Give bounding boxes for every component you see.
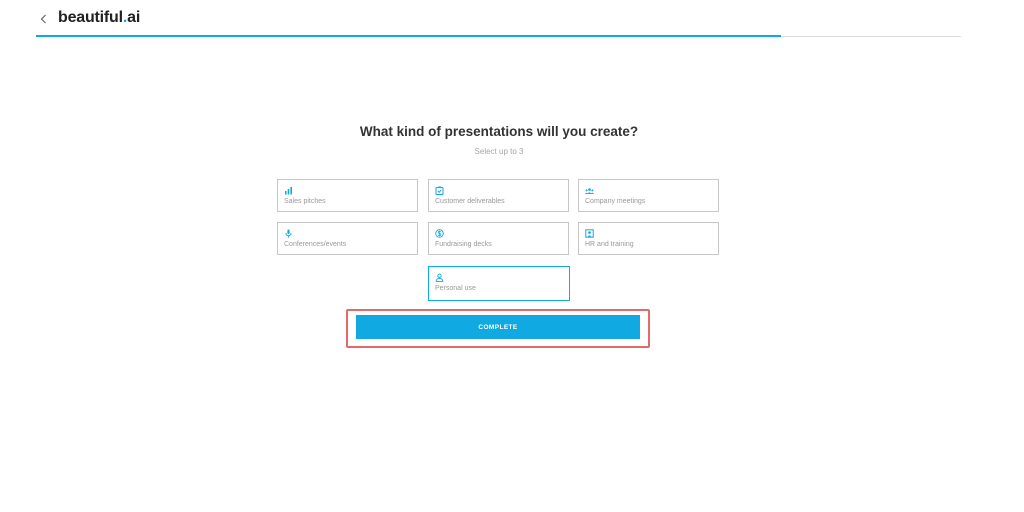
option-sales-pitches[interactable]	[277, 179, 418, 212]
group-icon	[585, 186, 594, 195]
option-personal-use[interactable]	[428, 266, 570, 301]
option-company-meetings[interactable]	[578, 179, 719, 212]
option-hr-and-training[interactable]	[578, 222, 719, 255]
progress-bar-fill	[36, 35, 781, 37]
option-label: Personal use	[435, 285, 476, 292]
option-customer-deliverables[interactable]	[428, 179, 569, 212]
clipboard-check-icon	[435, 186, 444, 195]
option-label: Conferences/events	[284, 241, 347, 248]
question-title: What kind of presentations will you create?	[359, 124, 639, 139]
chevron-left-icon	[40, 14, 47, 24]
option-label: Customer deliverables	[435, 198, 505, 205]
complete-button[interactable]: COMPLETE	[356, 315, 640, 339]
person-icon	[435, 273, 444, 282]
option-label: Company meetings	[585, 198, 646, 205]
bar-chart-icon	[284, 186, 293, 195]
question-subtitle: Select up to 3	[474, 147, 524, 156]
back-button[interactable]	[37, 11, 49, 27]
option-conferences-events[interactable]	[277, 222, 418, 255]
option-label: HR and training	[585, 241, 634, 248]
logo-tld: ai	[127, 9, 141, 26]
logo-dot: .	[122, 9, 128, 26]
microphone-icon	[284, 229, 293, 238]
dollar-circle-icon	[435, 229, 444, 238]
option-label: Fundraising decks	[435, 241, 492, 248]
id-badge-icon	[585, 229, 594, 238]
logo-main: beautiful	[58, 9, 123, 26]
progress-bar	[36, 36, 961, 37]
option-fundraising-decks[interactable]	[428, 222, 569, 255]
logo	[58, 9, 140, 27]
option-label: Sales pitches	[284, 198, 326, 205]
